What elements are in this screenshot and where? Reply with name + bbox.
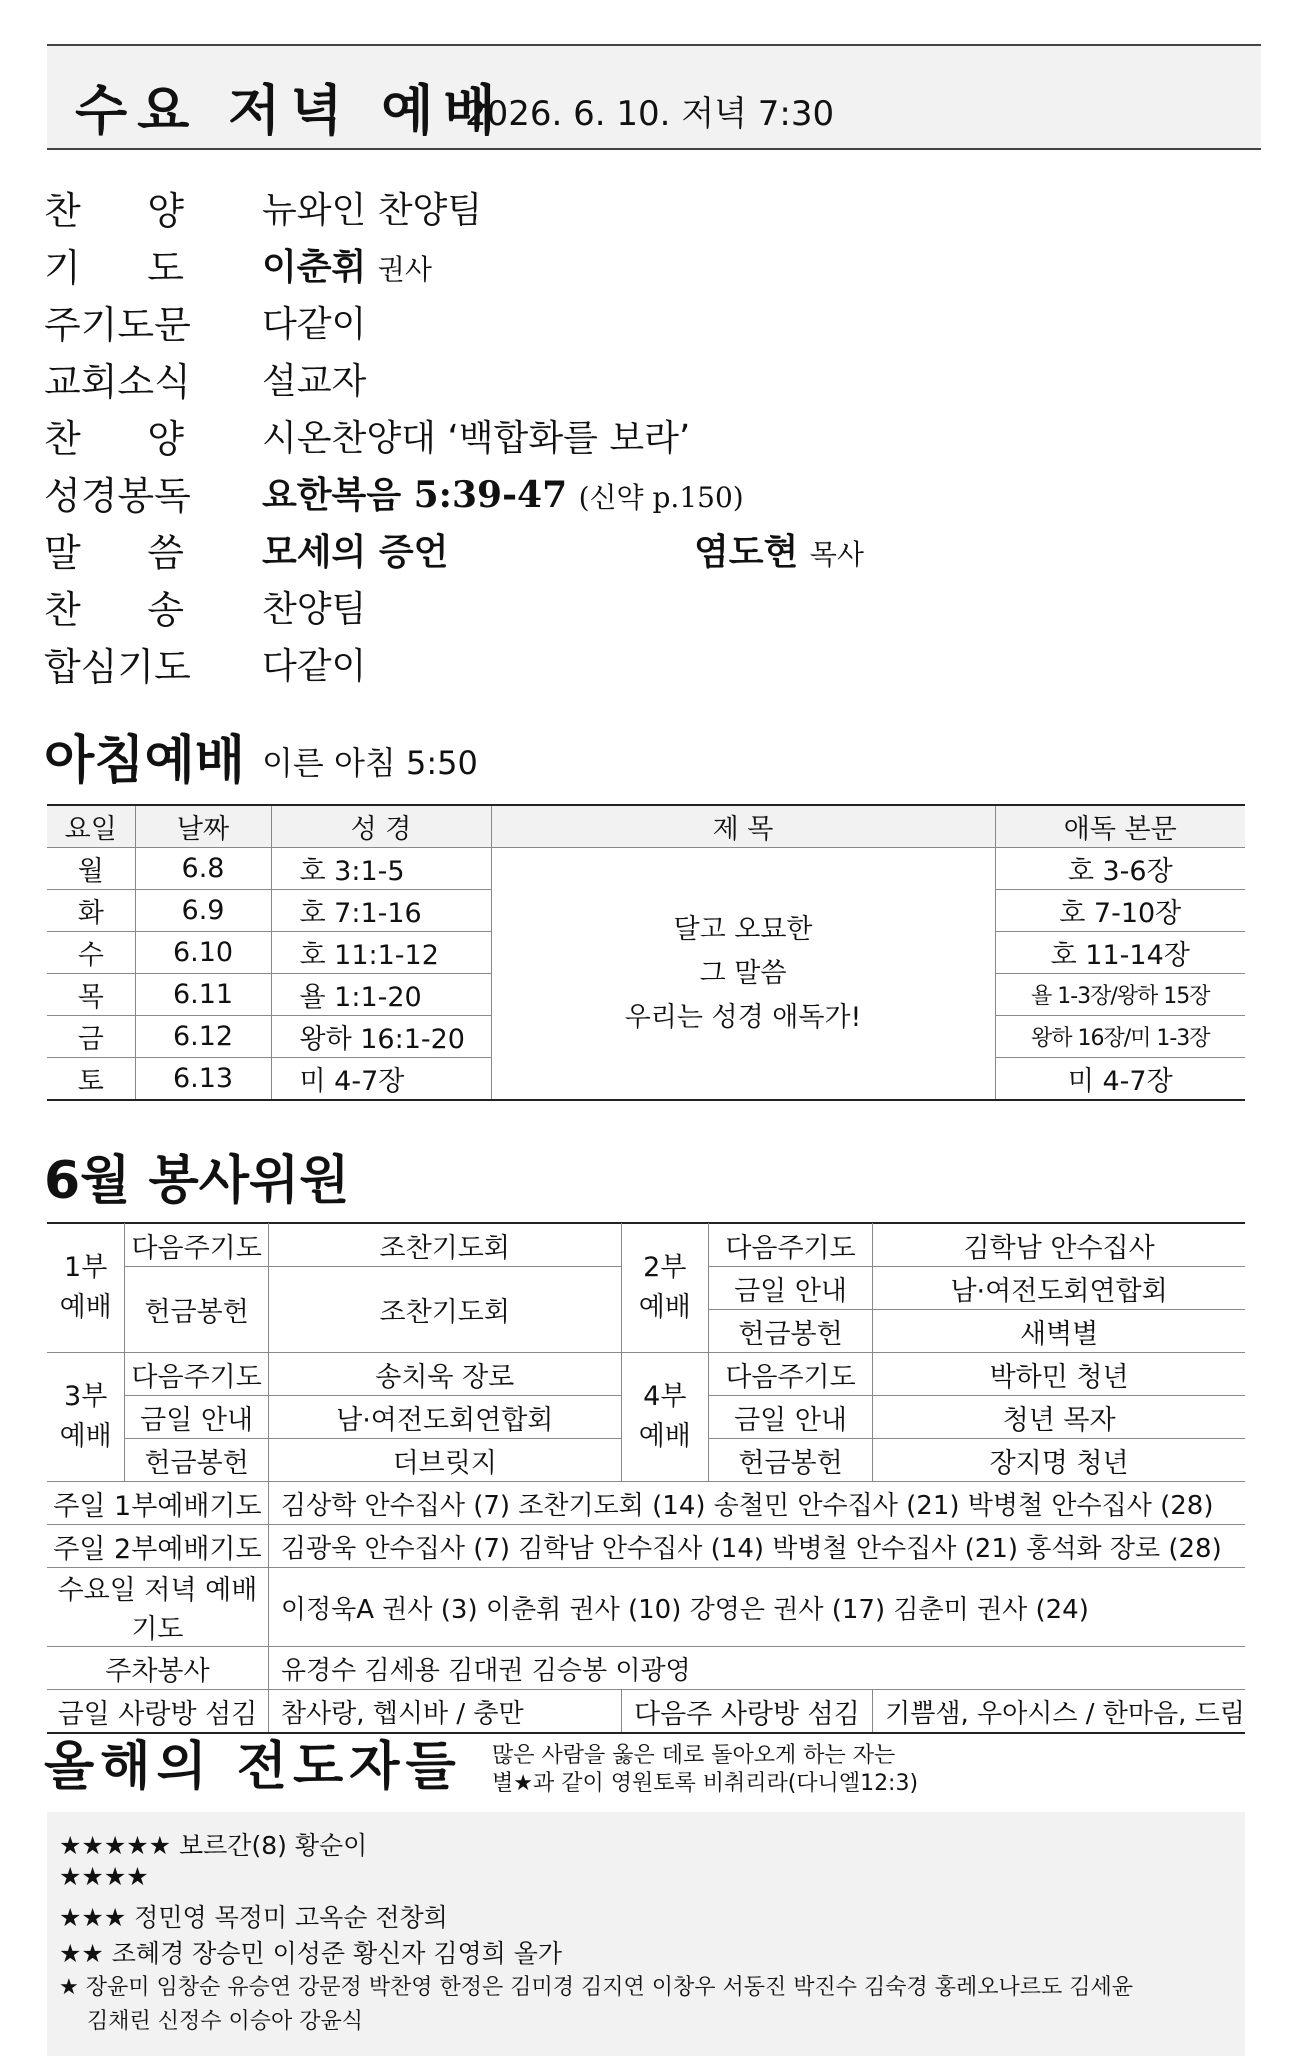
order-label: 기 도 [44, 246, 184, 290]
verse-cell: 호 3:1-5 [271, 848, 491, 890]
order-row [44, 636, 1244, 693]
table-header-row [47, 805, 1245, 848]
order-label: 교회소식 [44, 360, 191, 404]
duty-value: 이정욱A 권사 (3) 이춘휘 권사 (10) 강영은 권사 (17) 김춘미 권사 (24) [268, 1568, 1245, 1647]
table-row [47, 1353, 1245, 1396]
group-cell: 3부 예배 [47, 1353, 125, 1482]
preacher-title: 목사 [809, 538, 864, 571]
group-cell: 4부 예배 [621, 1353, 708, 1482]
morning-title: 아침예배 [44, 731, 245, 791]
name-cell: 장지명 청년 [873, 1439, 1245, 1482]
name-cell: 송치욱 장로 [268, 1353, 621, 1396]
date-cell: 6.8 [135, 848, 271, 890]
order-row [44, 465, 1244, 522]
order-row [44, 180, 1244, 237]
table-row [47, 1568, 1245, 1647]
order-label: 말 씀 [44, 531, 184, 575]
role-cell: 다음주기도 [125, 1223, 269, 1267]
verse-cell: 욜 1:1-20 [271, 974, 491, 1016]
volunteers-title: 6월 봉사위원 [44, 1151, 350, 1211]
order-label: 주기도문 [44, 303, 191, 347]
duty-label: 금일 사랑방 섬김 [47, 1690, 268, 1734]
prayer-leader-title: 권사 [377, 253, 432, 286]
column-header: 애독 본문 [995, 805, 1245, 848]
reading-cell: 왕하 16장/미 1-3장 [995, 1016, 1245, 1058]
reading-cell: 호 11-14장 [995, 932, 1245, 974]
reading-cell: 미 4-7장 [995, 1058, 1245, 1101]
date-cell: 6.13 [135, 1058, 271, 1101]
group-cell: 2부 예배 [621, 1223, 708, 1353]
column-header: 요일 [47, 805, 135, 848]
day-cell: 수 [47, 932, 135, 974]
evangelists-title: 올해의 전도자들 [44, 1737, 462, 1797]
evangelist-line: 김채린 신정수 이승아 강윤식 [59, 2009, 363, 2034]
column-header: 날짜 [135, 805, 271, 848]
table-row [47, 848, 1245, 890]
reading-cell: 욜 1-3장/왕하 15장 [995, 974, 1245, 1016]
order-label: 합심기도 [44, 645, 191, 689]
table-row [47, 1482, 1245, 1525]
order-label: 성경봉독 [44, 474, 191, 518]
verse-cell: 왕하 16:1-20 [271, 1016, 491, 1058]
order-value [262, 239, 432, 290]
role-cell: 헌금봉헌 [125, 1439, 269, 1482]
date-cell: 6.10 [135, 932, 271, 974]
service-date: 2026. 6. 10. 저녁 7:30 [465, 94, 835, 134]
order-row [44, 408, 1244, 465]
order-value [262, 467, 744, 518]
scripture-ref: (신약 p.150) [578, 481, 744, 514]
verse-cell: 미 4-7장 [271, 1058, 491, 1101]
day-cell: 토 [47, 1058, 135, 1101]
order-value: 다같이 [262, 304, 367, 345]
order-row [44, 237, 1244, 294]
service-title: 수요 저녁 예배 [75, 79, 506, 142]
preacher [694, 524, 864, 575]
role-cell: 금일 안내 [708, 1396, 872, 1439]
verse-cell: 호 11:1-12 [271, 932, 491, 974]
name-cell: 청년 목자 [873, 1396, 1245, 1439]
evangelists-verse-line-2: 별★과 같이 영원토록 비취리라(다니엘12:3) [492, 1771, 919, 1796]
role-cell: 금일 안내 [708, 1267, 872, 1310]
duty-label: 주일 2부예배기도 [47, 1525, 268, 1568]
name-cell: 남·여전도회연합회 [268, 1396, 621, 1439]
service-header [47, 44, 1261, 150]
order-label: 찬 양 [44, 189, 184, 233]
evangelist-line: ★ 장윤미 임창순 유승연 강문정 박찬영 한정은 김미경 김지연 이창우 서동진 박진수 김숙경 홍레오나르도 김세윤 [59, 1975, 1133, 2000]
order-value: 시온찬양대 ‘백합화를 보라’ [262, 418, 691, 459]
evangelist-line: ★★★ 정민영 목정미 고옥순 전창희 [59, 1903, 448, 1932]
volunteers-table [47, 1222, 1245, 1734]
name-cell: 조찬기도회 [268, 1267, 621, 1353]
name-cell: 새벽별 [873, 1310, 1245, 1353]
day-cell: 화 [47, 890, 135, 932]
table-row [47, 1647, 1245, 1690]
order-value: 설교자 [262, 361, 367, 402]
scripture-passage: 요한복음 5:39-47 [262, 474, 568, 516]
preacher-name: 염도현 [694, 531, 799, 573]
name-cell: 박하민 청년 [873, 1353, 1245, 1396]
role-cell: 다음주기도 [125, 1353, 269, 1396]
date-cell: 6.9 [135, 890, 271, 932]
day-cell: 목 [47, 974, 135, 1016]
reading-cell: 호 7-10장 [995, 890, 1245, 932]
order-of-service [44, 180, 1244, 693]
prayer-leader-name: 이춘휘 [262, 246, 367, 288]
evangelist-line: ★★ 조혜경 장승민 이성준 황신자 김영희 올가 [59, 1939, 563, 1968]
duty-value: 기쁨샘, 우아시스 / 한마음, 드림 [873, 1690, 1245, 1734]
evangelists-verse-line-1: 많은 사람을 옳은 데로 돌아오게 하는 자는 [492, 1743, 896, 1768]
column-header: 제 목 [491, 805, 995, 848]
sermon-title: 모세의 증언 [262, 531, 449, 573]
role-cell: 헌금봉헌 [125, 1267, 269, 1353]
verse-cell: 호 7:1-16 [271, 890, 491, 932]
order-value: 다같이 [262, 646, 367, 687]
order-row [44, 579, 1244, 636]
table-row [47, 1525, 1245, 1568]
evangelist-line: ★★★★ [59, 1862, 149, 1891]
duty-label: 다음주 사랑방 섬김 [621, 1690, 873, 1734]
duty-value: 김상학 안수집사 (7) 조찬기도회 (14) 송철민 안수집사 (21) 박병철 안수집사 (28) [268, 1482, 1245, 1525]
date-cell: 6.11 [135, 974, 271, 1016]
order-row [44, 522, 1244, 579]
morning-subtitle: 이른 아침 5:50 [262, 744, 478, 782]
theme-cell: 달고 오묘한 그 말씀 우리는 성경 애독가! [491, 848, 995, 1101]
duty-value: 참사랑, 헵시바 / 충만 [268, 1690, 621, 1734]
reading-cell: 호 3-6장 [995, 848, 1245, 890]
role-cell: 다음주기도 [708, 1223, 872, 1267]
duty-value: 김광욱 안수집사 (7) 김학남 안수집사 (14) 박병철 안수집사 (21) 홍석화 장로 (28) [268, 1525, 1245, 1568]
role-cell: 헌금봉헌 [708, 1310, 872, 1353]
day-cell: 금 [47, 1016, 135, 1058]
duty-label: 수요일 저녁 예배 기도 [47, 1568, 268, 1647]
day-cell: 월 [47, 848, 135, 890]
duty-label: 주차봉사 [47, 1647, 268, 1690]
column-header: 성 경 [271, 805, 491, 848]
order-row [44, 351, 1244, 408]
role-cell: 금일 안내 [125, 1396, 269, 1439]
order-label: 찬 송 [44, 588, 184, 632]
role-cell: 다음주기도 [708, 1353, 872, 1396]
date-cell: 6.12 [135, 1016, 271, 1058]
morning-table [47, 804, 1245, 1101]
duty-value: 유경수 김세용 김대권 김승봉 이광영 [268, 1647, 1245, 1690]
evangelist-line: ★★★★★ 보르간(8) 황순이 [59, 1831, 368, 1860]
order-row [44, 294, 1244, 351]
name-cell: 김학남 안수집사 [873, 1223, 1245, 1267]
name-cell: 더브릿지 [268, 1439, 621, 1482]
order-label: 찬 양 [44, 417, 184, 461]
order-value: 뉴와인 찬양팀 [262, 190, 483, 231]
evangelists-box [47, 1812, 1245, 2056]
name-cell: 남·여전도회연합회 [873, 1267, 1245, 1310]
role-cell: 헌금봉헌 [708, 1439, 872, 1482]
order-value: 찬양팀 [262, 589, 367, 630]
duty-label: 주일 1부예배기도 [47, 1482, 268, 1525]
name-cell: 조찬기도회 [268, 1223, 621, 1267]
group-cell: 1부 예배 [47, 1223, 125, 1353]
